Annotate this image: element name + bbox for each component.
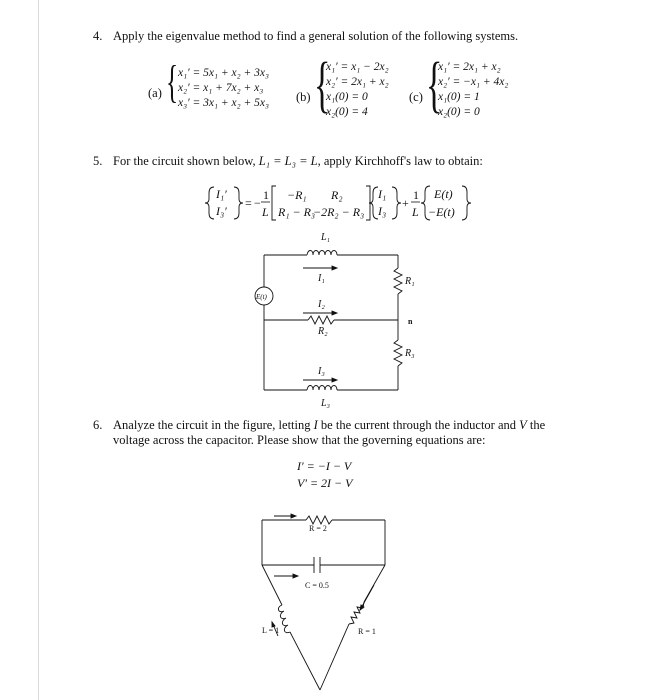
label-source: E(t)	[256, 293, 267, 301]
label-R2: R₂	[318, 326, 328, 337]
label-R1: R₁	[405, 276, 415, 287]
system-c-eq-2: x₂′ = −x₁ + 4x₂	[438, 76, 509, 88]
problem-6-line-1-c: the	[526, 418, 546, 432]
label-L: L = 1	[262, 626, 280, 635]
matrix-m12: R₂	[331, 188, 343, 202]
problem-5-text-post: , apply Kirchhoff's law to obtain:	[317, 154, 483, 168]
matrix-m22: −2R₂ − R₃	[313, 205, 365, 219]
vec-brace-right	[392, 187, 401, 219]
force-top: E(t)	[434, 187, 453, 201]
matrix-m21: R₁ − R₃	[278, 205, 316, 219]
lhs-brace-left	[205, 187, 214, 219]
system-c-eq-1: x₁′ = 2x₁ + x₂	[438, 61, 501, 73]
lhs-bottom: I₃′	[216, 204, 227, 218]
matrix-m11: −R₁	[287, 188, 307, 202]
system-a-eq-3: x₃′ = 3x₁ + x₂ + 5x₃	[178, 97, 269, 109]
label-I3: I₃	[318, 366, 325, 377]
problem-6-line-1-b: be the current through the inductor and	[317, 418, 520, 432]
problem-6-line-2: voltage across the capacitor. Please show that the governing equations are:	[113, 433, 486, 447]
problem-4-number: 4.	[93, 29, 103, 43]
resistor-R2	[308, 316, 334, 324]
problem-5-condition: L₁ = L₃ = L	[258, 154, 318, 168]
system-b-eq-2: x₂′ = 2x₁ + x₂	[326, 76, 389, 88]
frac2-num: 1	[413, 188, 419, 202]
system-a-label: (a)	[148, 86, 162, 100]
inductor-L3	[307, 386, 337, 391]
vec-bottom: I₃	[378, 204, 387, 218]
frac-den: L	[262, 205, 269, 219]
resistor-R3	[394, 340, 402, 366]
inductor-L	[278, 605, 290, 633]
system-a-eq-1: x₁′ = 5x₁ + x₂ + 3x₃	[178, 67, 269, 79]
problem-5-text-pre: For the circuit shown below,	[113, 154, 259, 168]
problem-5-number: 5.	[93, 154, 103, 168]
force-bottom: −E(t)	[428, 205, 455, 219]
problem-4-text: Apply the eigenvalue method to find a general solution of the following systems.	[113, 29, 519, 43]
vec-top: I₁	[378, 187, 387, 201]
equals-sign: =	[245, 196, 252, 210]
label-C: C = 0.5	[305, 581, 329, 590]
force-brace-right	[462, 186, 471, 220]
system-c-eq-4: x₂(0) = 0	[438, 106, 480, 118]
matrix-bracket-left	[272, 186, 276, 220]
frac-num: 1	[263, 188, 269, 202]
problem-6-number: 6.	[93, 418, 103, 432]
system-b-label: (b)	[296, 90, 311, 104]
label-node: n	[408, 317, 413, 326]
system-a-eq-2: x₂′ = x₁ + 7x₂ + x₃	[178, 82, 264, 94]
label-I2: I₂	[318, 299, 325, 310]
problem-6-line-1	[113, 418, 545, 432]
lhs-brace-right	[234, 187, 243, 219]
circuit-1	[255, 251, 402, 391]
label-R-top: R = 2	[309, 524, 327, 533]
system-b-brace: {	[314, 51, 331, 119]
plus-sign: +	[402, 196, 409, 210]
label-R3: R₃	[405, 348, 415, 359]
system-b-eq-4: x₂(0) = 4	[326, 106, 368, 118]
governing-eq-1: I′ = −I − V	[297, 459, 352, 473]
minus-sign: −	[254, 196, 261, 210]
system-c-label: (c)	[409, 90, 423, 104]
label-L1: L₁	[321, 232, 331, 243]
label-L3: L₃	[321, 398, 331, 409]
system-c-brace: {	[426, 51, 443, 119]
system-b-eq-3: x₁(0) = 0	[326, 91, 368, 103]
resistor-R1	[394, 268, 402, 294]
inductor-L1	[307, 251, 337, 256]
problem-6-var-V: V	[519, 418, 527, 432]
system-a-brace: {	[166, 56, 179, 107]
system-b-eq-1: x₁′ = x₁ − 2x₂	[326, 61, 389, 73]
governing-eq-2: V′ = 2I − V	[297, 476, 353, 490]
resistor-top	[306, 516, 332, 524]
system-c-eq-3: x₁(0) = 1	[438, 91, 480, 103]
problem-6-var-I: I	[313, 418, 318, 432]
problem-6-line-1-a: Analyze the circuit in the figure, letting	[113, 418, 314, 432]
circuit-2	[262, 514, 385, 690]
label-R-right: R = 1	[358, 627, 376, 636]
frac2-den: L	[412, 205, 419, 219]
label-I1: I₁	[318, 273, 325, 284]
lhs-top: I₁′	[216, 187, 227, 201]
